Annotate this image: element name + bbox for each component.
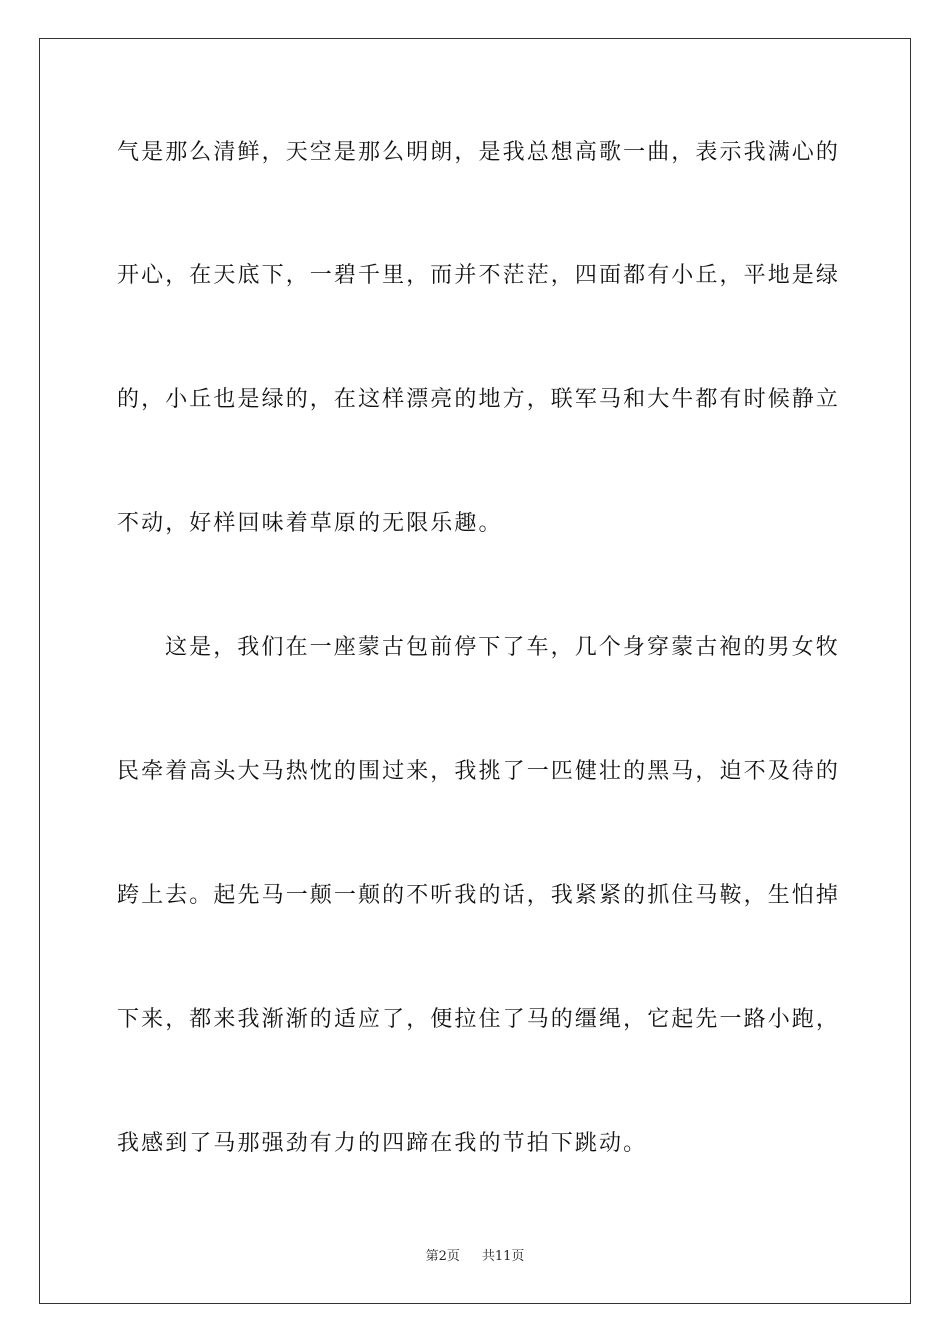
page-number: 第2页 xyxy=(425,1249,460,1264)
paragraph-line-5: 这是，我们在一座蒙古包前停下了车，几个身穿蒙古袍的男女牧 xyxy=(165,635,840,660)
paragraph-line-7: 跨上去。起先马一颠一颠的不听我的话，我紧紧的抓住马鞍，生怕掉 xyxy=(117,883,841,908)
paragraph-line-9: 我感到了马那强劲有力的四蹄在我的节拍下跳动。 xyxy=(117,1131,648,1156)
paragraph-line-8: 下来，都来我渐渐的适应了，便拉住了马的缰绳，它起先一路小跑， xyxy=(117,1007,841,1032)
paragraph-line-2: 开心，在天底下，一碧千里，而并不茫茫，四面都有小丘，平地是绿 xyxy=(117,263,841,288)
paragraph-line-3: 的，小丘也是绿的，在这样漂亮的地方，联军马和大牛都有时候静立 xyxy=(117,387,841,412)
paragraph-line-4: 不动，好样回味着草原的无限乐趣。 xyxy=(117,511,503,536)
paragraph-line-6: 民牵着高头大马热忱的围过来，我挑了一匹健壮的黑马，迫不及待的 xyxy=(117,759,841,784)
page-border xyxy=(39,38,911,1304)
page-footer xyxy=(0,1248,950,1266)
page-total: 共11页 xyxy=(481,1249,525,1264)
paragraph-line-1: 气是那么清鲜，天空是那么明朗，是我总想高歌一曲，表示我满心的 xyxy=(117,140,841,165)
